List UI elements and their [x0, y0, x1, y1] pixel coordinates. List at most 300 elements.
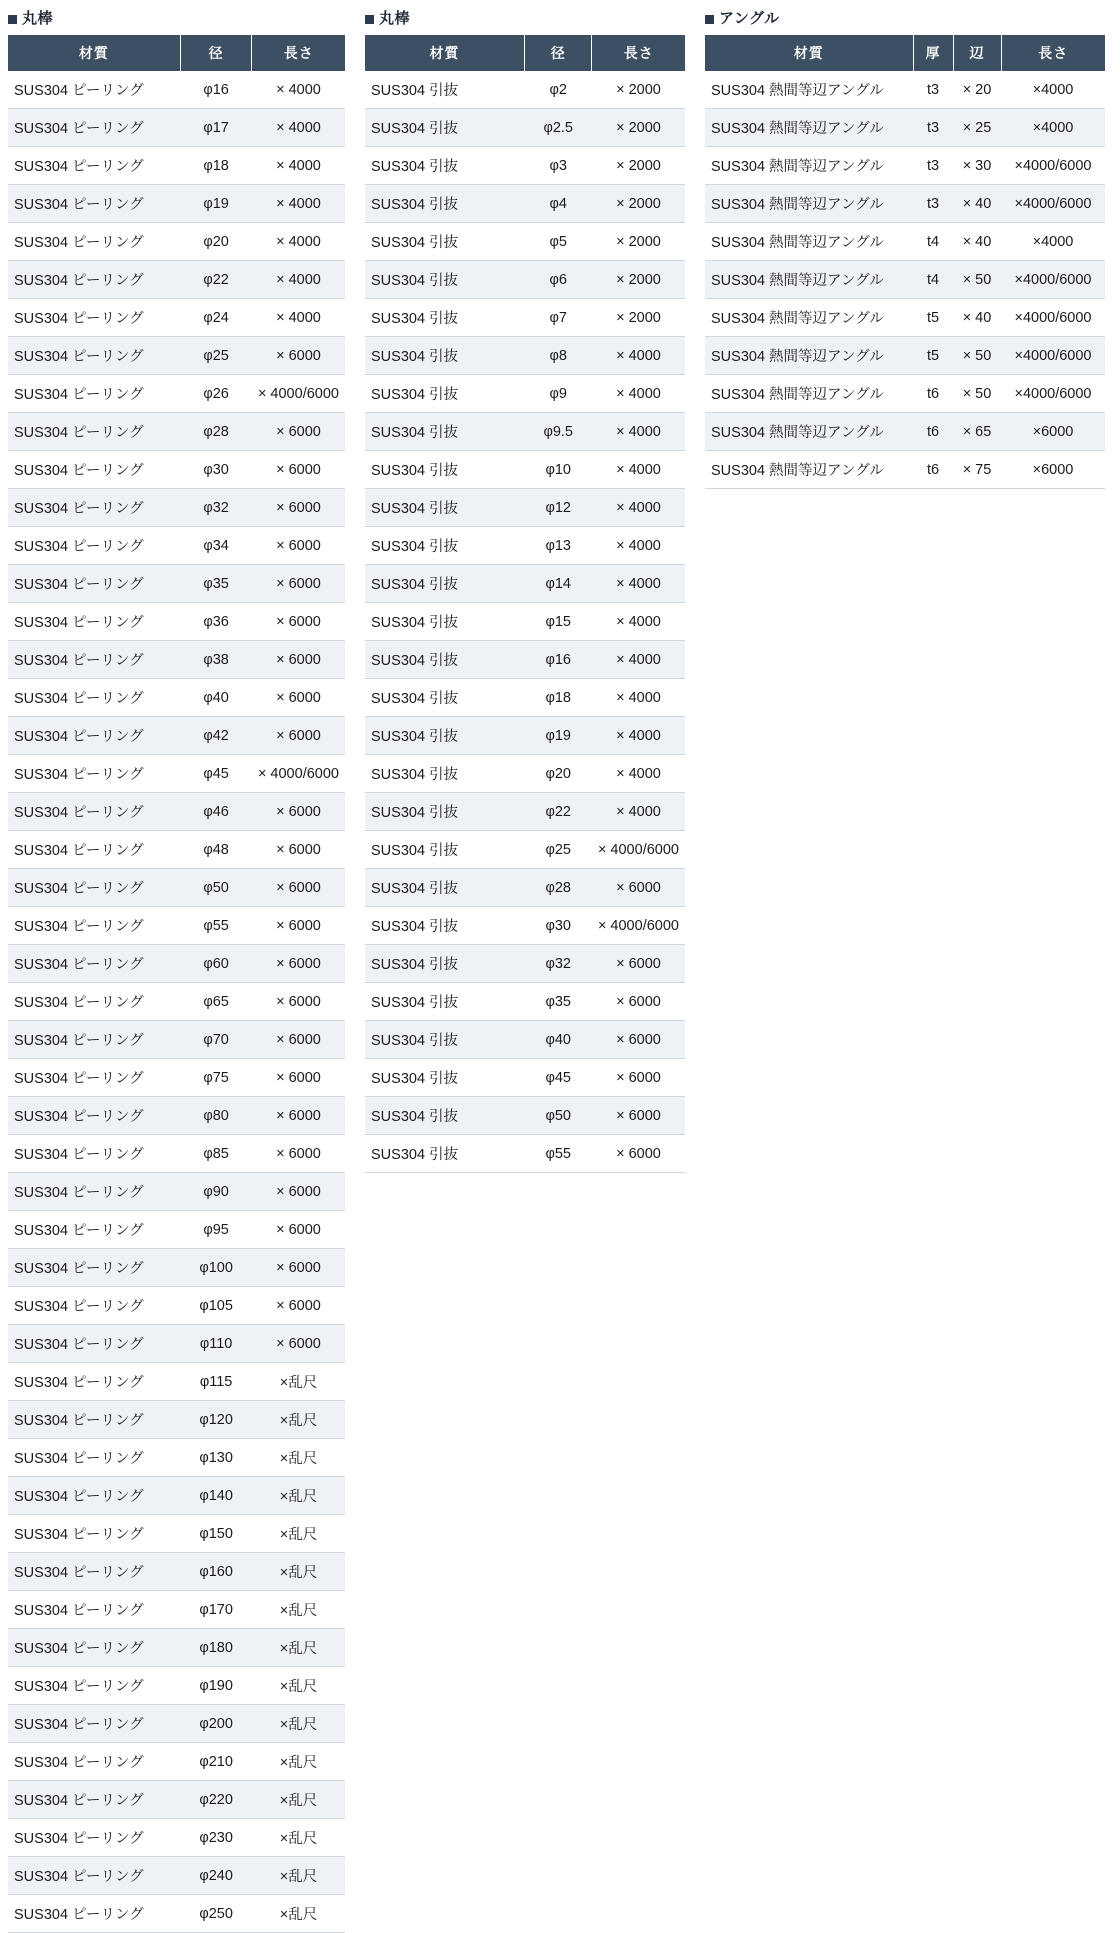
cell-length: × 6000 [252, 1135, 345, 1173]
section-title-2-label: 丸棒 [379, 10, 411, 27]
cell-material: SUS304 引抜 [365, 489, 525, 527]
cell-length: × 6000 [252, 869, 345, 907]
cell-length: × 2000 [592, 261, 685, 299]
cell-material: SUS304 引抜 [365, 527, 525, 565]
cell-side: × 40 [953, 223, 1001, 261]
cell-length: × 4000 [592, 641, 685, 679]
table-row [705, 109, 1105, 147]
table-head-1 [8, 35, 345, 71]
cell-diameter: φ50 [180, 869, 252, 907]
table-row [8, 1401, 345, 1439]
cell-diameter: φ18 [525, 679, 592, 717]
column-header-thickness: 厚 [913, 35, 953, 71]
cell-diameter: φ16 [525, 641, 592, 679]
cell-material: SUS304 ピーリング [8, 1667, 180, 1705]
cell-diameter: φ110 [180, 1325, 252, 1363]
cell-side: × 25 [953, 109, 1001, 147]
column-angle [685, 10, 1105, 489]
cell-material: SUS304 ピーリング [8, 755, 180, 793]
cell-length: × 6000 [252, 1173, 345, 1211]
cell-length: ×4000/6000 [1001, 147, 1105, 185]
cell-diameter: φ150 [180, 1515, 252, 1553]
cell-thickness: t5 [913, 337, 953, 375]
cell-diameter: φ180 [180, 1629, 252, 1667]
cell-diameter: φ20 [525, 755, 592, 793]
cell-material: SUS304 引抜 [365, 831, 525, 869]
table-row [8, 1705, 345, 1743]
cell-diameter: φ15 [525, 603, 592, 641]
cell-diameter: φ24 [180, 299, 252, 337]
column-header-length: 長さ [252, 35, 345, 71]
table-row [705, 451, 1105, 489]
cell-material: SUS304 引抜 [365, 565, 525, 603]
cell-material: SUS304 ピーリング [8, 831, 180, 869]
column-header-material: 材質 [365, 35, 525, 71]
table-row [8, 793, 345, 831]
table-row [365, 983, 685, 1021]
table-row [365, 451, 685, 489]
cell-diameter: φ25 [180, 337, 252, 375]
cell-length: × 4000 [592, 489, 685, 527]
cell-diameter: φ160 [180, 1553, 252, 1591]
cell-diameter: φ45 [525, 1059, 592, 1097]
cell-material: SUS304 ピーリング [8, 413, 180, 451]
cell-length: × 4000 [592, 679, 685, 717]
cell-diameter: φ40 [180, 679, 252, 717]
cell-diameter: φ30 [180, 451, 252, 489]
cell-diameter: φ30 [525, 907, 592, 945]
cell-length: × 6000 [252, 603, 345, 641]
table-body-1 [8, 71, 345, 1933]
cell-thickness: t6 [913, 413, 953, 451]
cell-length: × 6000 [252, 1287, 345, 1325]
table-row [8, 451, 345, 489]
table-row [8, 1135, 345, 1173]
cell-thickness: t3 [913, 71, 953, 109]
table-row [365, 375, 685, 413]
table-row [8, 413, 345, 451]
cell-length: × 2000 [592, 71, 685, 109]
cell-diameter: φ55 [525, 1135, 592, 1173]
cell-length: × 6000 [252, 793, 345, 831]
cell-material: SUS304 ピーリング [8, 717, 180, 755]
cell-diameter: φ170 [180, 1591, 252, 1629]
cell-diameter: φ3 [525, 147, 592, 185]
cell-diameter: φ9.5 [525, 413, 592, 451]
cell-length: ×乱尺 [252, 1477, 345, 1515]
table-row [365, 337, 685, 375]
table-row [365, 641, 685, 679]
cell-diameter: φ2 [525, 71, 592, 109]
cell-length: × 4000 [592, 717, 685, 755]
cell-length: ×4000/6000 [1001, 261, 1105, 299]
table-row [8, 223, 345, 261]
cell-material: SUS304 熱間等辺アングル [705, 299, 913, 337]
cell-diameter: φ90 [180, 1173, 252, 1211]
cell-length: × 4000 [252, 71, 345, 109]
cell-length: × 6000 [252, 1059, 345, 1097]
table-row [8, 109, 345, 147]
cell-material: SUS304 ピーリング [8, 1287, 180, 1325]
cell-length: ×乱尺 [252, 1781, 345, 1819]
table-row [705, 413, 1105, 451]
cell-length: ×4000/6000 [1001, 299, 1105, 337]
cell-length: × 6000 [252, 337, 345, 375]
table-row [705, 147, 1105, 185]
cell-length: × 6000 [252, 679, 345, 717]
cell-length: × 2000 [592, 223, 685, 261]
table-row [365, 109, 685, 147]
table-row [8, 1477, 345, 1515]
cell-diameter: φ20 [180, 223, 252, 261]
table-row [365, 755, 685, 793]
table-row [8, 1059, 345, 1097]
cell-diameter: φ50 [525, 1097, 592, 1135]
cell-diameter: φ2.5 [525, 109, 592, 147]
table-row [8, 1515, 345, 1553]
cell-material: SUS304 ピーリング [8, 299, 180, 337]
cell-length: × 6000 [252, 945, 345, 983]
cell-diameter: φ8 [525, 337, 592, 375]
cell-length: × 4000 [592, 565, 685, 603]
cell-diameter: φ17 [180, 109, 252, 147]
cell-side: × 50 [953, 337, 1001, 375]
cell-diameter: φ75 [180, 1059, 252, 1097]
cell-diameter: φ25 [525, 831, 592, 869]
table-row [8, 1173, 345, 1211]
cell-diameter: φ38 [180, 641, 252, 679]
table-row [8, 869, 345, 907]
table-row [705, 261, 1105, 299]
cell-material: SUS304 ピーリング [8, 1705, 180, 1743]
table-row [365, 527, 685, 565]
cell-material: SUS304 ピーリング [8, 1477, 180, 1515]
table-row [8, 1097, 345, 1135]
cell-side: × 75 [953, 451, 1001, 489]
cell-length: × 6000 [252, 489, 345, 527]
cell-diameter: φ34 [180, 527, 252, 565]
section-title-2 [365, 10, 685, 28]
cell-material: SUS304 引抜 [365, 641, 525, 679]
table-row [365, 413, 685, 451]
cell-length: × 6000 [252, 1249, 345, 1287]
cell-material: SUS304 引抜 [365, 223, 525, 261]
cell-length: × 6000 [592, 1135, 685, 1173]
table-row [365, 565, 685, 603]
cell-length: × 6000 [252, 641, 345, 679]
table-row [8, 71, 345, 109]
cell-diameter: φ190 [180, 1667, 252, 1705]
cell-length: × 6000 [592, 945, 685, 983]
cell-diameter: φ26 [180, 375, 252, 413]
cell-diameter: φ80 [180, 1097, 252, 1135]
cell-side: × 20 [953, 71, 1001, 109]
table-row [8, 755, 345, 793]
table-row [8, 375, 345, 413]
cell-length: × 6000 [592, 1097, 685, 1135]
table-row [8, 1591, 345, 1629]
cell-material: SUS304 ピーリング [8, 1553, 180, 1591]
cell-diameter: φ10 [525, 451, 592, 489]
cell-diameter: φ200 [180, 1705, 252, 1743]
column-round-bar-peeling [0, 10, 345, 1933]
cell-length: × 4000/6000 [592, 907, 685, 945]
cell-material: SUS304 ピーリング [8, 1819, 180, 1857]
cell-material: SUS304 ピーリング [8, 261, 180, 299]
cell-length: × 4000 [252, 147, 345, 185]
cell-material: SUS304 ピーリング [8, 565, 180, 603]
columns-container [0, 10, 1120, 1933]
cell-length: × 4000 [592, 451, 685, 489]
cell-material: SUS304 ピーリング [8, 869, 180, 907]
table-row [8, 907, 345, 945]
cell-length: × 4000/6000 [592, 831, 685, 869]
table-row [365, 1059, 685, 1097]
cell-length: ×6000 [1001, 413, 1105, 451]
cell-material: SUS304 ピーリング [8, 451, 180, 489]
cell-diameter: φ115 [180, 1363, 252, 1401]
table-row [705, 223, 1105, 261]
table-row [705, 337, 1105, 375]
cell-material: SUS304 ピーリング [8, 1249, 180, 1287]
cell-length: × 4000 [592, 755, 685, 793]
table-row [8, 1211, 345, 1249]
cell-material: SUS304 ピーリング [8, 489, 180, 527]
column-header-length: 長さ [592, 35, 685, 71]
cell-material: SUS304 ピーリング [8, 71, 180, 109]
table-row [365, 261, 685, 299]
table-round-bar-drawn [365, 35, 685, 1173]
cell-material: SUS304 ピーリング [8, 945, 180, 983]
cell-material: SUS304 引抜 [365, 717, 525, 755]
cell-material: SUS304 ピーリング [8, 603, 180, 641]
table-body-3 [705, 71, 1105, 489]
cell-material: SUS304 引抜 [365, 679, 525, 717]
cell-length: × 4000 [252, 261, 345, 299]
cell-material: SUS304 熱間等辺アングル [705, 71, 913, 109]
cell-length: × 4000/6000 [252, 755, 345, 793]
cell-material: SUS304 熱間等辺アングル [705, 109, 913, 147]
cell-length: ×4000/6000 [1001, 375, 1105, 413]
cell-material: SUS304 ピーリング [8, 1439, 180, 1477]
cell-length: × 4000/6000 [252, 375, 345, 413]
cell-material: SUS304 引抜 [365, 945, 525, 983]
cell-diameter: φ100 [180, 1249, 252, 1287]
cell-material: SUS304 ピーリング [8, 223, 180, 261]
cell-diameter: φ18 [180, 147, 252, 185]
table-head-2 [365, 35, 685, 71]
table-row [8, 1781, 345, 1819]
square-bullet-icon [705, 15, 714, 24]
table-row [8, 945, 345, 983]
table-row [8, 1325, 345, 1363]
cell-diameter: φ19 [180, 185, 252, 223]
table-row [8, 1667, 345, 1705]
cell-length: × 2000 [592, 109, 685, 147]
table-row [365, 299, 685, 337]
cell-thickness: t4 [913, 261, 953, 299]
table-row [8, 1743, 345, 1781]
cell-material: SUS304 ピーリング [8, 1515, 180, 1553]
cell-length: × 6000 [252, 1021, 345, 1059]
cell-diameter: φ85 [180, 1135, 252, 1173]
cell-diameter: φ70 [180, 1021, 252, 1059]
table-row [8, 1439, 345, 1477]
cell-material: SUS304 ピーリング [8, 907, 180, 945]
cell-diameter: φ105 [180, 1287, 252, 1325]
cell-length: × 4000 [592, 375, 685, 413]
table-row [365, 71, 685, 109]
cell-material: SUS304 引抜 [365, 299, 525, 337]
table-row [365, 831, 685, 869]
cell-material: SUS304 引抜 [365, 185, 525, 223]
cell-diameter: φ6 [525, 261, 592, 299]
cell-length: × 6000 [252, 1211, 345, 1249]
cell-side: × 40 [953, 185, 1001, 223]
table-row [8, 1553, 345, 1591]
cell-diameter: φ230 [180, 1819, 252, 1857]
cell-diameter: φ9 [525, 375, 592, 413]
cell-length: × 6000 [592, 983, 685, 1021]
cell-length: × 4000 [592, 337, 685, 375]
cell-length: ×4000/6000 [1001, 337, 1105, 375]
cell-material: SUS304 ピーリング [8, 375, 180, 413]
cell-length: × 4000 [592, 527, 685, 565]
cell-length: ×乱尺 [252, 1439, 345, 1477]
cell-thickness: t3 [913, 147, 953, 185]
table-row [705, 185, 1105, 223]
cell-material: SUS304 ピーリング [8, 1173, 180, 1211]
column-header-diameter: 径 [180, 35, 252, 71]
table-row [8, 679, 345, 717]
cell-material: SUS304 ピーリング [8, 1743, 180, 1781]
cell-material: SUS304 引抜 [365, 71, 525, 109]
cell-thickness: t4 [913, 223, 953, 261]
cell-diameter: φ95 [180, 1211, 252, 1249]
cell-diameter: φ4 [525, 185, 592, 223]
cell-length: × 6000 [592, 869, 685, 907]
cell-material: SUS304 熱間等辺アングル [705, 337, 913, 375]
table-row [365, 793, 685, 831]
section-title-3 [705, 10, 1105, 28]
cell-material: SUS304 ピーリング [8, 1021, 180, 1059]
table-row [8, 1629, 345, 1667]
table-row [705, 299, 1105, 337]
table-row [705, 71, 1105, 109]
cell-material: SUS304 ピーリング [8, 641, 180, 679]
cell-diameter: φ140 [180, 1477, 252, 1515]
cell-material: SUS304 引抜 [365, 983, 525, 1021]
cell-material: SUS304 引抜 [365, 603, 525, 641]
cell-material: SUS304 引抜 [365, 1135, 525, 1173]
cell-side: × 65 [953, 413, 1001, 451]
cell-material: SUS304 熱間等辺アングル [705, 223, 913, 261]
cell-diameter: φ28 [525, 869, 592, 907]
cell-length: ×乱尺 [252, 1743, 345, 1781]
cell-material: SUS304 ピーリング [8, 679, 180, 717]
table-header-row [365, 35, 685, 71]
cell-thickness: t6 [913, 451, 953, 489]
column-header-length: 長さ [1001, 35, 1105, 71]
cell-length: × 4000 [252, 223, 345, 261]
table-row [8, 261, 345, 299]
cell-diameter: φ46 [180, 793, 252, 831]
table-row [365, 945, 685, 983]
table-row [365, 147, 685, 185]
cell-length: × 6000 [592, 1059, 685, 1097]
cell-side: × 40 [953, 299, 1001, 337]
table-header-row [8, 35, 345, 71]
table-row [8, 299, 345, 337]
table-row [365, 1135, 685, 1173]
cell-diameter: φ16 [180, 71, 252, 109]
cell-length: ×乱尺 [252, 1705, 345, 1743]
cell-material: SUS304 ピーリング [8, 1059, 180, 1097]
table-row [8, 983, 345, 1021]
cell-material: SUS304 熱間等辺アングル [705, 375, 913, 413]
cell-material: SUS304 熱間等辺アングル [705, 261, 913, 299]
cell-material: SUS304 ピーリング [8, 983, 180, 1021]
table-row [365, 1021, 685, 1059]
cell-material: SUS304 ピーリング [8, 793, 180, 831]
table-row [365, 907, 685, 945]
cell-diameter: φ40 [525, 1021, 592, 1059]
cell-material: SUS304 引抜 [365, 1097, 525, 1135]
cell-length: × 6000 [252, 527, 345, 565]
cell-diameter: φ65 [180, 983, 252, 1021]
table-row [365, 1097, 685, 1135]
table-body-2 [365, 71, 685, 1173]
cell-length: × 2000 [592, 185, 685, 223]
cell-length: ×乱尺 [252, 1667, 345, 1705]
cell-length: × 2000 [592, 147, 685, 185]
table-angle [705, 35, 1105, 489]
cell-material: SUS304 ピーリング [8, 1591, 180, 1629]
cell-diameter: φ7 [525, 299, 592, 337]
table-row [8, 1857, 345, 1895]
cell-length: × 6000 [252, 983, 345, 1021]
cell-length: ×4000/6000 [1001, 185, 1105, 223]
table-row [8, 527, 345, 565]
column-header-diameter: 径 [525, 35, 592, 71]
section-title-1-label: 丸棒 [22, 10, 54, 27]
cell-length: ×乱尺 [252, 1553, 345, 1591]
cell-diameter: φ5 [525, 223, 592, 261]
cell-length: × 6000 [252, 1325, 345, 1363]
cell-material: SUS304 熱間等辺アングル [705, 451, 913, 489]
cell-material: SUS304 ピーリング [8, 1857, 180, 1895]
cell-length: ×4000 [1001, 109, 1105, 147]
table-row [8, 1249, 345, 1287]
square-bullet-icon [8, 15, 17, 24]
table-row [8, 831, 345, 869]
cell-material: SUS304 ピーリング [8, 527, 180, 565]
cell-material: SUS304 引抜 [365, 793, 525, 831]
table-row [365, 185, 685, 223]
cell-length: × 4000 [252, 299, 345, 337]
column-header-side: 辺 [953, 35, 1001, 71]
cell-side: × 30 [953, 147, 1001, 185]
cell-length: ×4000 [1001, 223, 1105, 261]
cell-material: SUS304 ピーリング [8, 1325, 180, 1363]
table-row [705, 375, 1105, 413]
table-row [8, 603, 345, 641]
cell-diameter: φ32 [180, 489, 252, 527]
cell-material: SUS304 引抜 [365, 869, 525, 907]
table-row [365, 679, 685, 717]
cell-length: ×6000 [1001, 451, 1105, 489]
cell-thickness: t3 [913, 109, 953, 147]
